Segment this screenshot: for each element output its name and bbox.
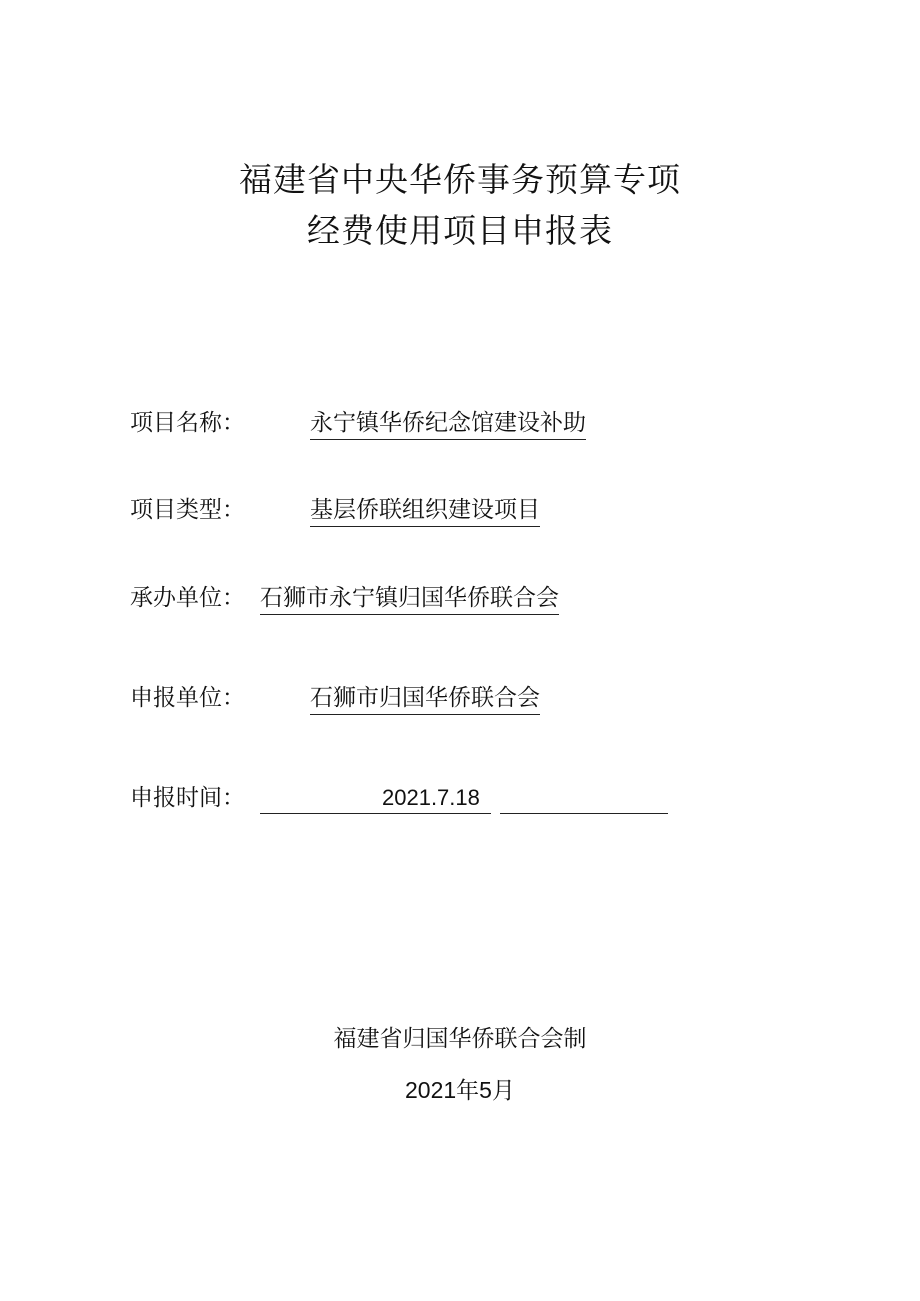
footer-organization: 福建省归国华侨联合会制 [333,1026,587,1052]
field-label-undertaker: 承办单位： [130,585,245,611]
document-title-line-2: 经费使用项目申报表 [307,211,613,250]
document-title-line-1: 福建省中央华侨事务预算专项 [239,160,681,199]
field-value-project-type: 基层侨联组织建设项目 [310,495,540,527]
field-value-apply-time: 2021.7.18 [382,785,480,810]
field-label-project-type: 项目类型： [130,497,245,523]
footer-date: 2021年5月 [405,1077,515,1103]
field-value-applicant: 石狮市归国华侨联合会 [310,683,540,715]
underline-gap [491,809,500,815]
apply-time-underline [260,783,668,814]
field-value-undertaker: 石狮市永宁镇归国华侨联合会 [260,583,559,615]
field-label-apply-time: 申报时间： [130,785,245,811]
field-label-project-name: 项目名称： [130,410,245,436]
field-label-applicant: 申报单位： [130,685,245,711]
field-value-project-name: 永宁镇华侨纪念馆建设补助 [310,408,586,440]
